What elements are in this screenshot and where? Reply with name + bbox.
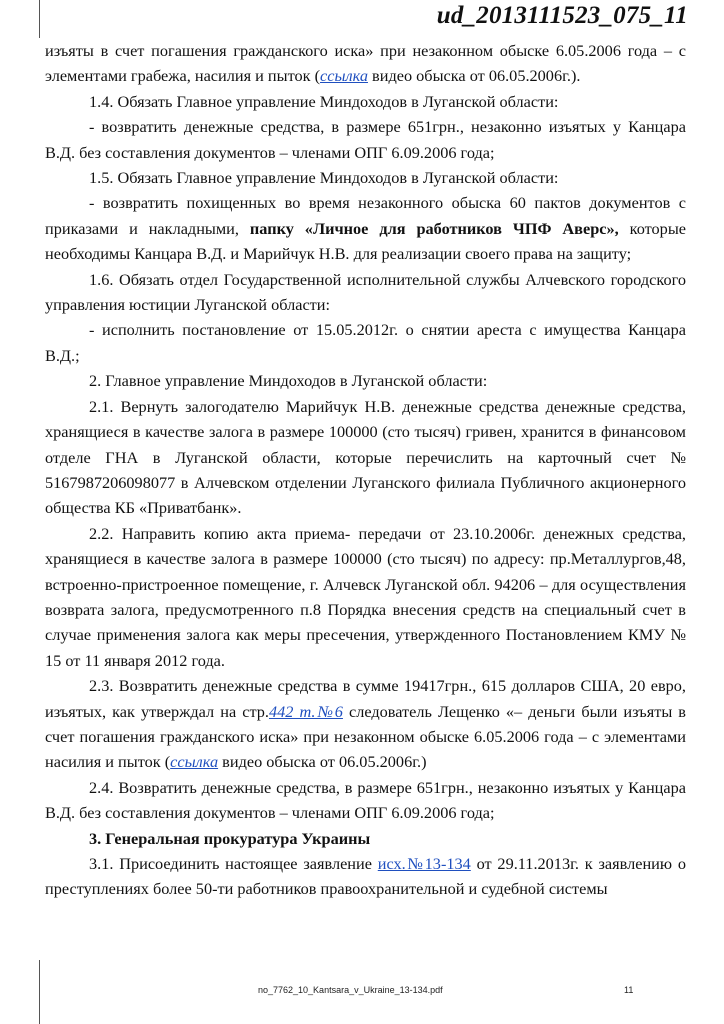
item-2-2: 2.2. Направить копию акта приема- передачи от 23.10.2006г. денежных средства, хранящиеся в качестве залога в размере 100000 (сто тысяч) по адресу: пр.Металлургов,48, встроенно-пристроенное помещение, г. Алчевск Луганской обл. 94206 – для осуществления возврата залога, предусмотренного п.8 Порядка внесения средств на специальный счет в случае применения залога как меры пресечения, утвержденного Постановлением КМУ № 15 от 11 января 2012 года. — [45, 523, 686, 670]
item-1-5-detail — [45, 190, 686, 266]
item-1-6-detail: - исполнить постановление от 15.05.2012г. о снятии ареста с имущества Канцара В.Д.; — [45, 320, 686, 365]
item-1-6: 1.6. Обязать отдел Государственной исполнительной службы Алчевского городского управления юстиции Луганской области: — [45, 269, 686, 315]
item-1-4: 1.4. Обязать Главное управление Миндоходов в Луганской области: — [89, 91, 559, 111]
text: изъяты в счет погашения гражданского иска» при незаконном обыске 6.05.2006 года – с элементами грабежа, насилия и пыток ( — [45, 41, 686, 86]
text: которые необходимы Канцара В.Д. и Марийчук Н.В. для реализации своего права на защиту; — [45, 218, 686, 264]
item-3-heading: 3. Генеральная прокуратура Украины — [89, 828, 371, 848]
item-3-1 — [45, 851, 686, 902]
text: видео обыска от 06.05.2006г.) — [218, 752, 427, 772]
item-2-1: 2.1. Вернуть залогодателю Марийчук Н.В. денежные средства денежные средства, хранящиеся в качестве залога в размере 100000 (сто тысяч) гривен, хранится в финансовом отделе ГНА в Луганской области, которые перечислить на карточный счет № 5167987206098077 в Алчевском отделении Луганского филиала Публичного акционерного общества КБ «Приватбанк». — [45, 396, 686, 518]
text: от 29.11.2013г. к заявлению о преступлениях более 50-ти работников правоохранительной и судебной системы — [45, 854, 686, 899]
text: - возвратить похищенных во время незаконного обыска 60 пактов документов с приказами и накладными, — [45, 193, 686, 238]
item-2-4: 2.4. Возвратить денежные средства, в размере 651грн., незаконно изъятых у Канцара В.Д. без составления документов – членами ОПГ 6.09.2006 года; — [45, 777, 686, 823]
video-link[interactable]: ссылка — [170, 752, 219, 772]
text: 3.1. Присоединить настоящее заявление — [89, 854, 378, 873]
footer-filename: no_7762_10_Kantsara_v_Ukraine_13-134.pdf — [258, 985, 443, 995]
page-number: 11 — [624, 985, 634, 995]
margin-rule-top — [39, 0, 40, 38]
text: 2.3. Возвратить денежные средства в сумме 19417грн., 615 долларов США, 20 евро, изъятых, как утверждал на стр. — [45, 676, 686, 721]
item-1-4-detail: - возвратить денежные средства, в размере 651грн., незаконно изъятых у Канцара В.Д. без составления документов – членами ОПГ 6.09.2006 года; — [45, 117, 686, 162]
video-link[interactable]: ссылка — [320, 66, 368, 86]
text: видео обыска от 06.05.2006г.). — [367, 66, 581, 86]
item-2: 2. Главное управление Миндоходов в Луганской области: — [89, 371, 488, 391]
document-id-header: ud_2013111523_075_11 — [436, 2, 688, 29]
page-reference-link[interactable]: 442 т.№6 — [268, 701, 343, 721]
document-body — [45, 38, 686, 902]
item-2-3 — [45, 673, 686, 775]
text: следователь Лещенко «– деньги были изъяты в счет погашения гражданского иска» при незаконном обыске 6.05.2006 года – с элементами насилия и пыток ( — [45, 701, 686, 772]
margin-rule-bottom — [39, 960, 40, 1024]
item-1-5: 1.5. Обязать Главное управление Миндоходов в Луганской области: — [89, 168, 559, 188]
paragraph-continuation — [45, 38, 686, 89]
outgoing-reference-link[interactable]: исх.№13-134 — [377, 854, 471, 873]
bold-folder-name: папку «Личное для работников ЧПФ Аверс», — [249, 218, 619, 238]
